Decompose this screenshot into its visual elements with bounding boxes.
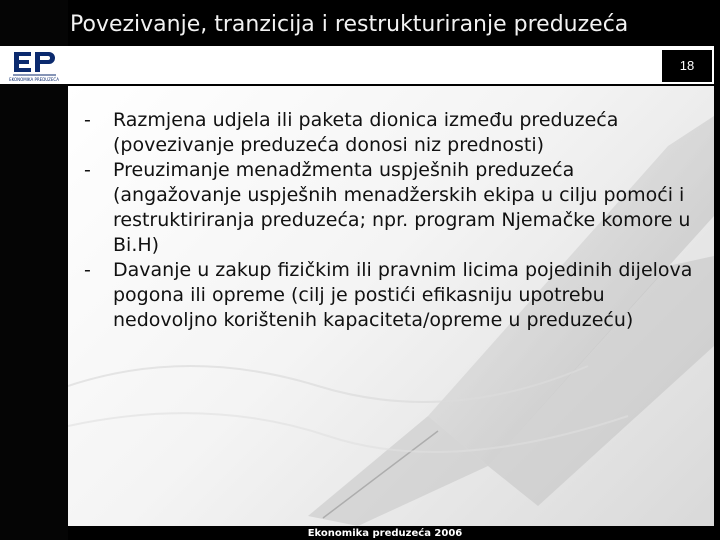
footer-text: Ekonomika preduzeća 2006	[307, 528, 463, 539]
list-item	[84, 108, 694, 158]
bullet-dash: -	[84, 159, 91, 181]
list-item-text: Davanje u zakup fizičkim ili pravnim licima pojedinih dijelova pogona ili opreme (cilj je postići efikasniju upotrebu nedovoljno korištenih kapaciteta/opreme u preduzeću)	[113, 259, 693, 331]
logo-subtext: EKONOMIKA PREDUZEĆA	[9, 77, 59, 82]
list-item	[84, 158, 694, 258]
bullet-dash: -	[84, 259, 91, 281]
bullet-dash: -	[84, 109, 91, 131]
header-strip	[68, 46, 714, 84]
page-number: 18	[679, 58, 695, 73]
list-item	[84, 258, 694, 333]
ep-logo-icon	[0, 46, 68, 84]
bullet-list	[84, 108, 694, 333]
list-item-text: Preuzimanje menadžmenta uspješnih preduzeća (angažovanje uspješnih menadžerskih ekipa u cilju pomoći i restruktiriranja preduzeća; npr. program Njemačke komore u Bi.H)	[113, 159, 691, 256]
slide-title: Povezivanje, tranzicija i restrukturiranje preduzeća	[70, 12, 629, 37]
list-item-text: Razmjena udjela ili paketa dionica između preduzeća (povezivanje preduzeća donosi niz prednosti)	[113, 109, 619, 156]
logo	[0, 46, 68, 84]
